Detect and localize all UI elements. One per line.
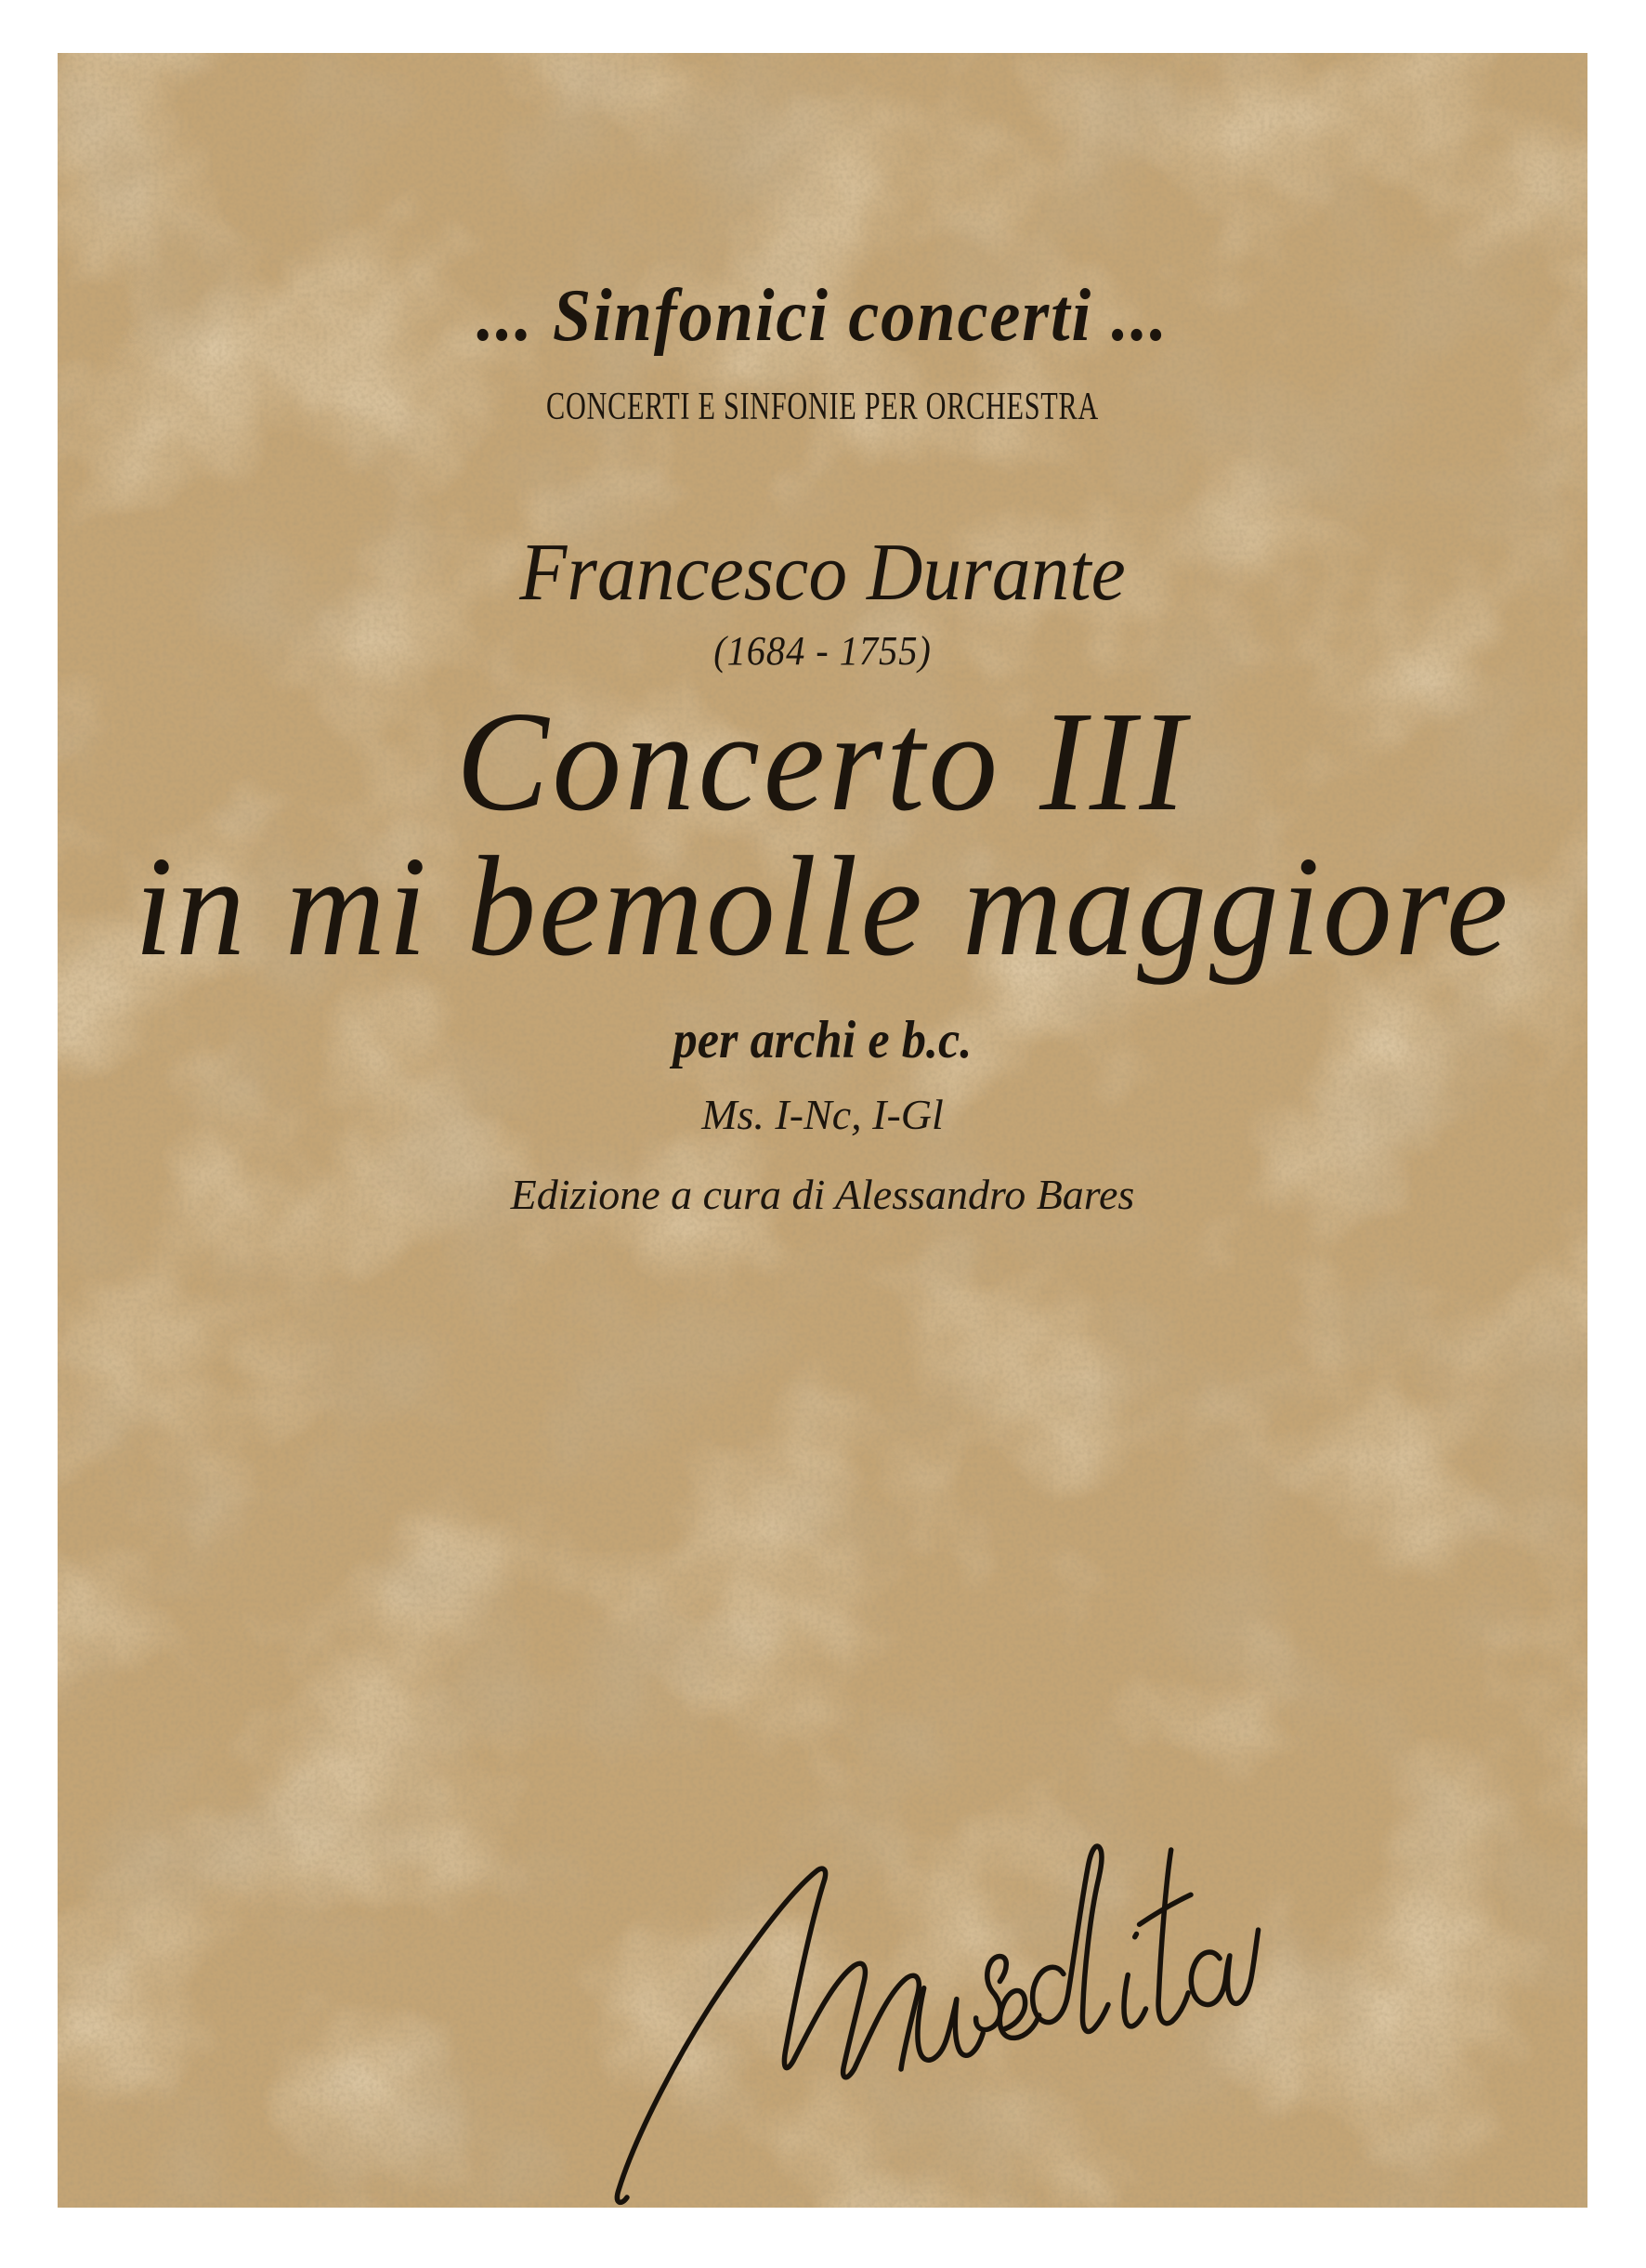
composer-name: Francesco Durante <box>519 528 1126 618</box>
series-subtitle: CONCERTI E SINFONIE PER ORCHESTRA <box>546 386 1099 428</box>
instrumentation: per archi e b.c. <box>673 1011 973 1069</box>
parchment-paper <box>58 53 1587 2208</box>
work-title-line2: in mi bemolle maggiore <box>134 828 1511 986</box>
composer-dates: (1684 - 1755) <box>713 628 932 674</box>
edition-credit: Edizione a cura di Alessandro Bares <box>510 1171 1135 1218</box>
publisher-signature-logo <box>587 1761 1293 2207</box>
work-title-line1: Concerto III <box>455 683 1190 841</box>
series-title: ... Sinfonici concerti ... <box>477 275 1169 357</box>
manuscript-source: Ms. I-Nc, I-Gl <box>701 1091 944 1138</box>
musedita-signature-icon <box>587 1761 1293 2207</box>
